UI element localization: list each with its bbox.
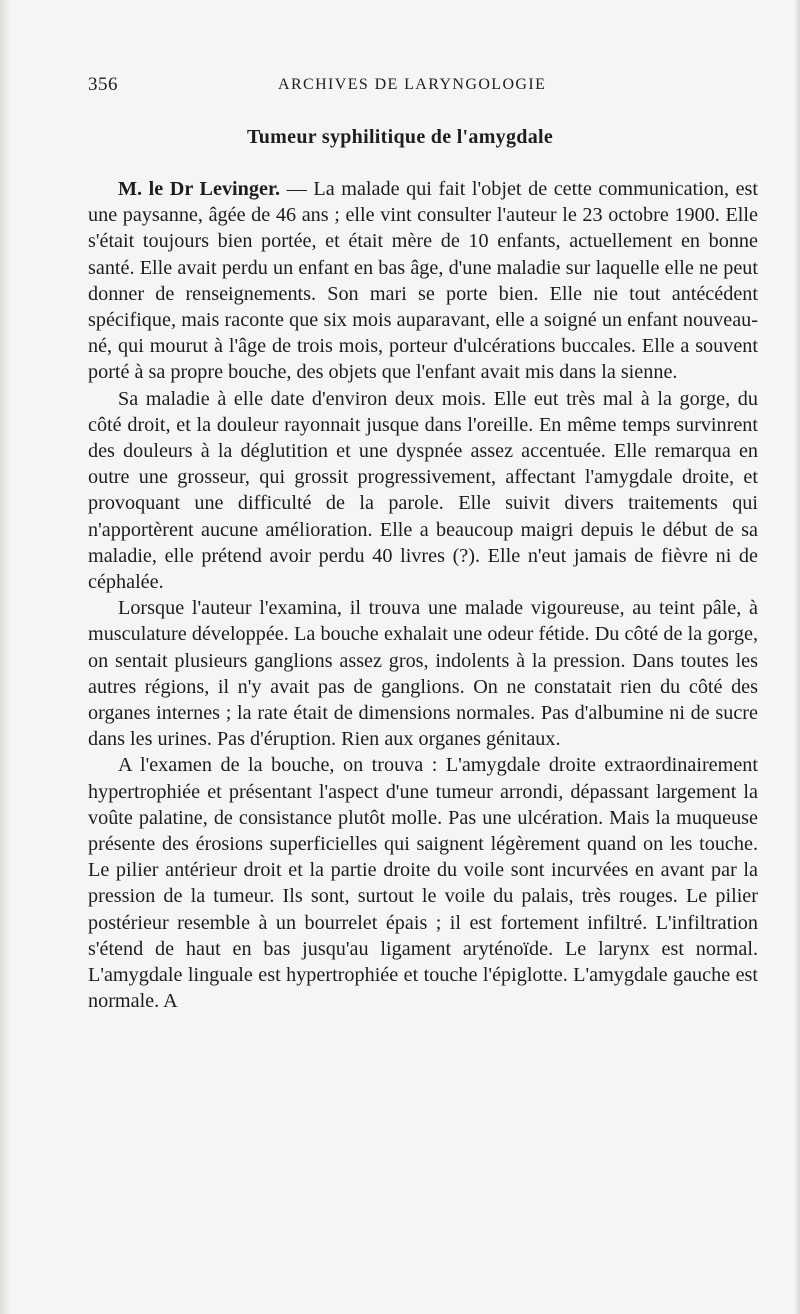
author-name: M. le Dr Levinger. <box>118 178 281 200</box>
journal-title: ARCHIVES DE LARYNGOLOGIE <box>278 76 547 93</box>
paragraph-2: Sa maladie à elle date d'environ deux mois. Elle eut très mal à la gorge, du côté droit, et la douleur rayonnait jusque dans l'oreille. En même temps survinrent des douleurs à la déglutition et une dyspnée assez accentuée. Elle remarqua en outre une grosseur, qui grossit progressivement, affectant l'amygdale droite, et provoquant une difficulté de la parole. Elle suivit divers traitements qui n'apportèrent aucune amélioration. Elle a beaucoup maigri depuis le début de sa maladie, elle prétend avoir perdu 40 livres (?). Elle n'eut jamais de fièvre ni de céphalée. <box>88 387 758 594</box>
scan-shadow-left <box>0 0 10 1314</box>
article-title: Tumeur syphilitique de l'amygdale <box>246 126 554 148</box>
article-body <box>88 176 758 1015</box>
page-number: 356 <box>88 74 118 95</box>
paragraph-1 <box>88 176 758 386</box>
paragraph-4: A l'examen de la bouche, on trouva : L'amygdale droite extraordinairement hypertrophiée et présentant l'aspect d'une tumeur arrondi, dépassant largement la voûte palatine, de consistance plutôt molle. Pas une ulcération. Mais la muqueuse présente des érosions superficielles qui saignent légèrement quand on les touche. Le pilier antérieur droit et la partie droite du voile sont incurvées en avant par la pression de la tumeur. Ils sont, surtout le voile du palais, très rouges. Le pilier postérieur resemble à un bourrelet épais ; il est fortement infiltré. L'infiltration s'étend de haut en bas jusqu'au ligament aryténoïde. Le larynx est normal. L'amygdale linguale est hypertrophiée et touche l'épiglotte. L'amygdale gauche est normale. A <box>88 754 758 1013</box>
scan-shadow-right <box>794 0 800 1314</box>
running-header <box>88 74 764 102</box>
paragraph-1-text: — La malade qui fait l'objet de cette communication, est une paysanne, âgée de 46 ans ; elle vint consulter l'auteur le 23 octobre 1900. Elle s'était toujours bien portée, et était mère de 10 enfants, actuellement en bonne santé. Elle avait perdu un enfant en bas âge, d'une maladie sur laquelle elle ne peut donner de renseignements. Son mari se porte bien. Elle nie tout antécédent spécifique, mais raconte que six mois auparavant, elle a soigné un enfant nouveau-né, qui mourut à l'âge de trois mois, porteur d'ulcérations buccales. Elle a souvent porté à sa propre bouche, des objets que l'enfant avait mis dans la sienne. <box>88 178 758 384</box>
paragraph-3: Lorsque l'auteur l'examina, il trouva une malade vigoureuse, au teint pâle, à musculature développée. La bouche exhalait une odeur fétide. Du côté de la gorge, on sentait plusieurs ganglions assez gros, indolents à la pression. Dans toutes les autres régions, il n'y avait pas de ganglions. On ne constatait rien du côté des organes internes ; la rate était de dimensions normales. Pas d'albumine ni de sucre dans les urines. Pas d'éruption. Rien aux organes génitaux. <box>88 597 758 751</box>
